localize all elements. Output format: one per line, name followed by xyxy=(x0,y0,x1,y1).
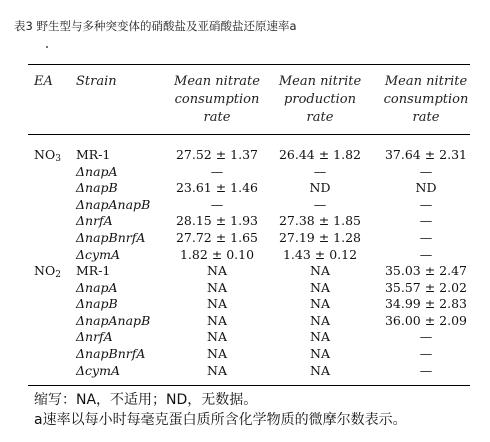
cell-nitrate-consumption: NA xyxy=(207,329,227,345)
cell-nitrite-consumption: — xyxy=(419,362,433,378)
table-row xyxy=(0,229,490,247)
cell-nitrite-consumption: 35.03 ± 2.47 xyxy=(384,263,468,278)
cell-nitrite-consumption: 36.00 ± 2.09 xyxy=(384,312,468,328)
cell-nitrite-consumption: — xyxy=(419,246,433,262)
cell-nitrite-consumption: — xyxy=(419,329,433,345)
table-top-rule xyxy=(28,64,470,65)
cell-nitrite-consumption: — xyxy=(419,230,433,245)
cell-strain: ΔnapB xyxy=(76,296,118,312)
cell-nitrite-production: NA xyxy=(310,279,330,295)
table-row xyxy=(0,312,490,330)
cell-nitrate-consumption: 28.15 ± 1.93 xyxy=(175,213,259,229)
cell-nitrate-consumption: NA xyxy=(207,312,227,328)
cell-strain: ΔnapA xyxy=(76,163,118,179)
cell-strain: ΔnapA xyxy=(76,279,118,295)
header-nitrite-production-line3: rate xyxy=(306,110,334,125)
cell-nitrite-consumption: — xyxy=(419,163,433,179)
header-nitrite-consumption-line3: rate xyxy=(412,110,440,125)
cell-nitrite-consumption: 35.57 ± 2.02 xyxy=(384,279,468,295)
table-row xyxy=(0,279,490,297)
cell-nitrite-consumption: 34.99 ± 2.83 xyxy=(384,296,468,312)
header-nitrate-consumption xyxy=(162,73,272,127)
table-row xyxy=(0,212,490,230)
cell-strain: ΔnapB xyxy=(76,180,118,196)
cell-nitrite-consumption: 37.64 ± 2.31 xyxy=(384,147,468,162)
header-nitrite-production-line2: production xyxy=(284,92,356,107)
cell-nitrite-production: 1.43 ± 0.12 xyxy=(282,246,358,262)
cell-nitrate-consumption: NA xyxy=(207,279,227,295)
electron-acceptor-subscript: 3 xyxy=(55,154,61,164)
cell-nitrite-consumption: — xyxy=(419,346,433,361)
cell-strain: ΔnrfA xyxy=(76,329,113,345)
table-row xyxy=(0,163,490,181)
cell-strain: ΔnrfA xyxy=(76,213,113,229)
header-nitrate-consumption-line3: rate xyxy=(203,110,231,125)
cell-strain: ΔcymA xyxy=(76,246,120,262)
electron-acceptor-formula: NO xyxy=(34,263,56,278)
stray-mark xyxy=(46,46,48,48)
cell-nitrite-production: NA xyxy=(310,263,330,278)
cell-strain: MR-1 xyxy=(76,263,111,278)
cell-strain: ΔnapAnapB xyxy=(76,196,151,212)
table-bottom-rule xyxy=(28,385,470,386)
cell-nitrite-production: NA xyxy=(310,329,330,345)
cell-nitrate-consumption: — xyxy=(210,163,224,179)
table-row xyxy=(0,328,490,346)
footnote-rate-units: a速率以每小时每毫克蛋白质所含化学物质的微摩尔数表示。 xyxy=(34,412,407,428)
header-nitrite-production-line1: Mean nitrite xyxy=(278,74,362,89)
electron-acceptor-subscript: 2 xyxy=(55,270,61,280)
header-nitrate-consumption-line1: Mean nitrate xyxy=(174,74,260,89)
cell-nitrite-production: 27.38 ± 1.85 xyxy=(278,213,362,229)
table-row xyxy=(0,345,490,363)
table-caption: 表3 野生型与多种突变体的硝酸盐及亚硝酸盐还原速率a xyxy=(14,19,297,33)
table-row xyxy=(0,362,490,380)
header-nitrate-consumption-line2: consumption xyxy=(174,92,260,107)
cell-nitrite-consumption: ND xyxy=(415,180,437,196)
cell-nitrate-consumption: 23.61 ± 1.46 xyxy=(175,180,259,196)
cell-strain: ΔnapBnrfA xyxy=(76,230,146,245)
cell-nitrate-consumption: 27.72 ± 1.65 xyxy=(175,230,259,245)
cell-nitrite-consumption: — xyxy=(419,196,433,212)
header-ea: EA xyxy=(34,74,53,89)
cell-nitrite-production: ND xyxy=(309,180,331,196)
table-row xyxy=(0,262,490,280)
header-strain: Strain xyxy=(76,74,117,89)
cell-nitrate-consumption: 1.82 ± 0.10 xyxy=(179,246,255,262)
table-row xyxy=(0,246,490,264)
header-nitrite-consumption-line1: Mean nitrite xyxy=(384,74,468,89)
cell-nitrate-consumption: 27.52 ± 1.37 xyxy=(175,147,259,162)
header-nitrite-production xyxy=(272,73,368,127)
cell-nitrite-production: NA xyxy=(310,312,330,328)
electron-acceptor-formula: NO xyxy=(34,147,56,162)
cell-nitrite-production: NA xyxy=(310,296,330,312)
cell-nitrate-consumption: NA xyxy=(207,263,227,278)
header-nitrite-consumption-line2: consumption xyxy=(383,92,469,107)
footnote-abbreviations: 缩写：NA，不适用；ND，无数据。 xyxy=(34,392,258,408)
cell-nitrite-production: — xyxy=(313,163,327,179)
table-row xyxy=(0,179,490,197)
table-row xyxy=(0,295,490,313)
cell-nitrite-production: 26.44 ± 1.82 xyxy=(278,147,362,162)
table-row xyxy=(0,196,490,214)
cell-nitrate-consumption: NA xyxy=(207,296,227,312)
cell-nitrite-consumption: — xyxy=(419,213,433,229)
cell-nitrite-production: NA xyxy=(310,362,330,378)
cell-nitrite-production: 27.19 ± 1.28 xyxy=(278,230,362,245)
cell-nitrite-production: NA xyxy=(310,346,330,361)
header-nitrite-consumption xyxy=(370,73,482,127)
cell-strain: ΔnapBnrfA xyxy=(76,346,146,361)
cell-strain: ΔnapAnapB xyxy=(76,312,151,328)
cell-nitrate-consumption: NA xyxy=(207,362,227,378)
cell-strain: ΔcymA xyxy=(76,362,120,378)
cell-nitrite-production: — xyxy=(313,196,327,212)
cell-strain: MR-1 xyxy=(76,147,111,162)
table-row xyxy=(0,146,490,164)
cell-nitrate-consumption: NA xyxy=(207,346,227,361)
cell-nitrate-consumption: — xyxy=(210,196,224,212)
table-header-rule xyxy=(28,134,470,135)
